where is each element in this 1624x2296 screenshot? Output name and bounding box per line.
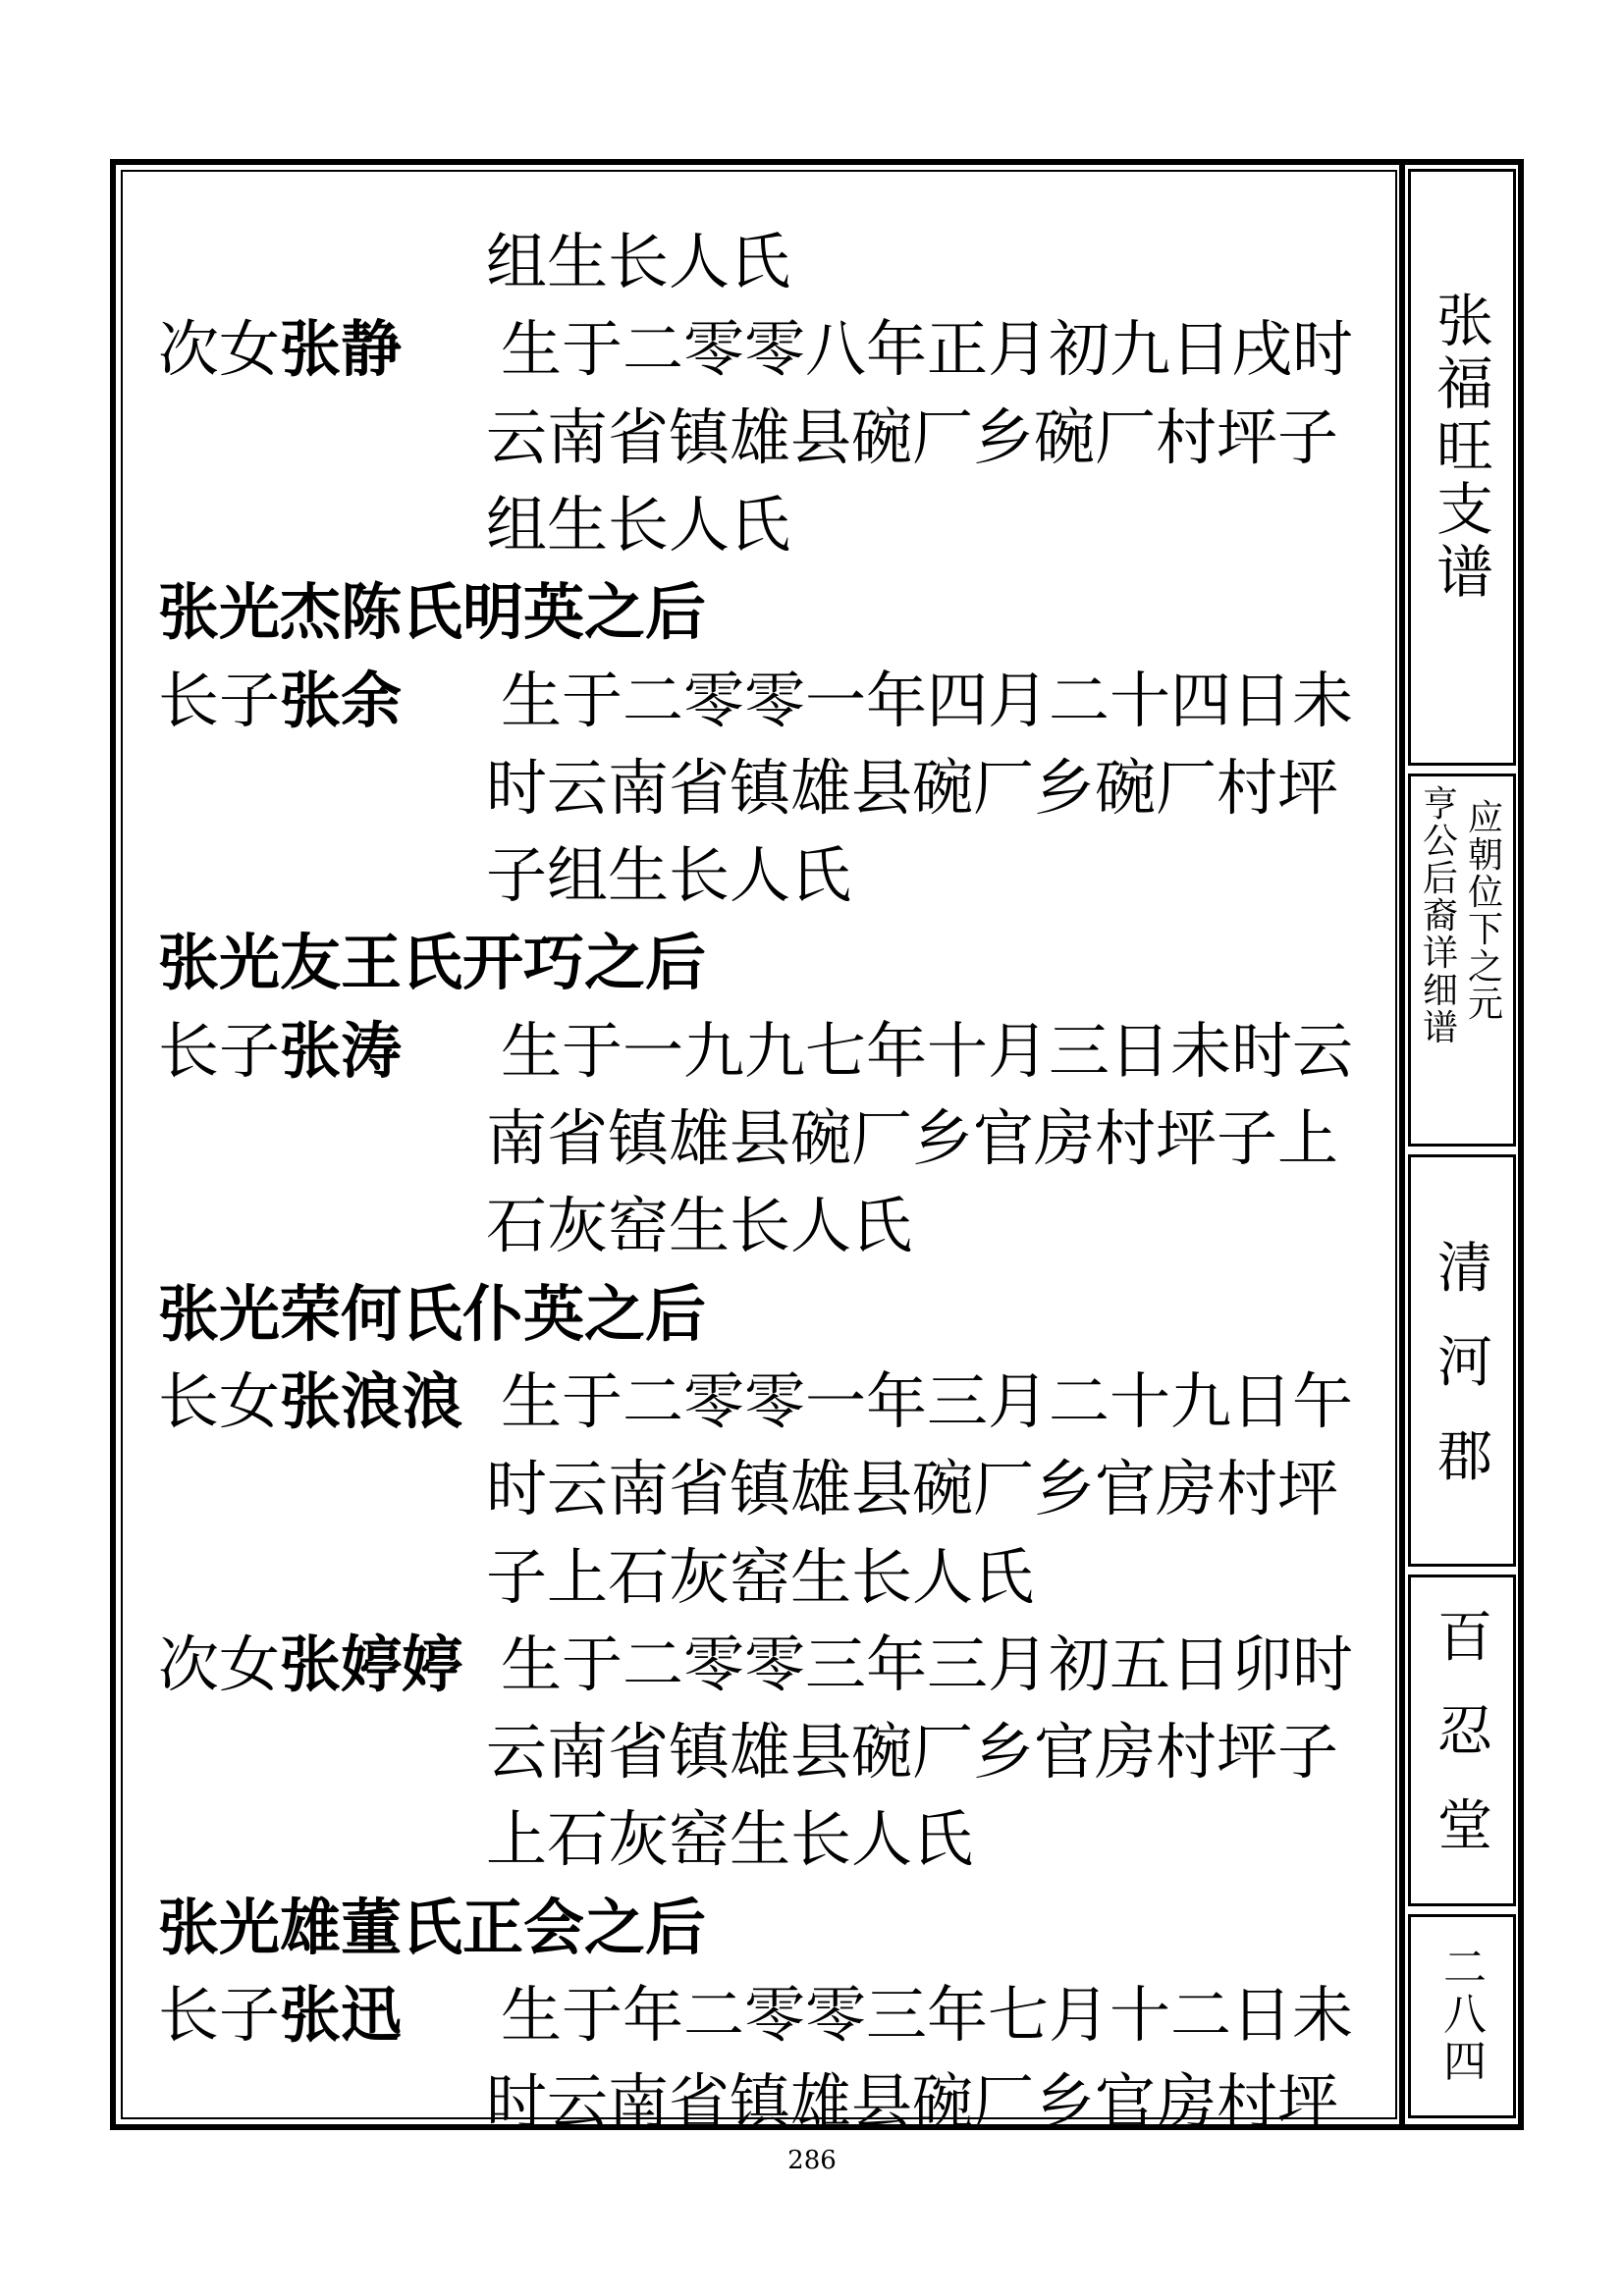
sidebar-page-number: [1411, 1945, 1519, 2086]
vertical-char: 谱: [1435, 539, 1493, 606]
branch-heading-text: 张光友王氏开巧之后: [158, 927, 707, 999]
sidebar-hall-box: [1408, 1575, 1516, 1906]
continuation-text: 组生长人氏: [486, 226, 791, 297]
vertical-char: 郡: [1437, 1425, 1492, 1489]
relation: 次女: [158, 313, 281, 386]
continuation-text: 时云南省镇雄县碗厂乡官房村坪: [486, 1453, 1339, 1525]
birth-record: 生于二零零一年三月二十九日午: [501, 1364, 1354, 1437]
vertical-char: 公: [1422, 822, 1458, 862]
sidebar-subtitle-right: [1464, 800, 1507, 1024]
vertical-char: 二: [1443, 1943, 1487, 1993]
vertical-char: 朝: [1467, 835, 1503, 876]
person-entry: [121, 1622, 1397, 1708]
vertical-char: 旺: [1435, 413, 1493, 480]
continuation-line: [121, 1709, 1397, 1795]
person-label: [158, 1622, 462, 1708]
continuation-text: 子上石灰窑生长人氏: [486, 1540, 1035, 1613]
continuation-line: [121, 1796, 1397, 1883]
vertical-char: 支: [1435, 476, 1493, 543]
branch-heading: [121, 569, 1397, 656]
sidebar-subtitle-box: [1408, 774, 1516, 1147]
continuation-text: 子组生长人氏: [486, 839, 852, 912]
continuation-text: 组生长人氏: [486, 488, 791, 561]
continuation-line: [121, 395, 1397, 481]
sidebar-title: [1411, 290, 1519, 604]
sidebar-title-box: [1408, 169, 1516, 766]
vertical-char: 百: [1437, 1606, 1492, 1670]
relation: 次女: [158, 1628, 281, 1700]
sidebar-page-box: [1408, 1914, 1516, 2118]
branch-heading: [121, 1885, 1397, 1971]
continuation-text: 云南省镇雄县碗厂乡碗厂村坪子: [486, 400, 1339, 473]
relation: 长子: [158, 1979, 281, 2051]
relation: 长女: [158, 1364, 281, 1437]
vertical-char: 堂: [1437, 1794, 1492, 1858]
vertical-char: 四: [1443, 2037, 1487, 2087]
vertical-char: 之: [1467, 947, 1503, 988]
branch-heading: [121, 920, 1397, 1006]
continuation-line: [121, 1183, 1397, 1269]
vertical-char: 亨: [1422, 784, 1458, 825]
sidebar-region: [1411, 1222, 1519, 1505]
person-name: 张迅: [280, 1979, 403, 2051]
birth-record: 生于年二零零三年七月十二日未: [501, 1979, 1354, 2051]
continuation-text: 时云南省镇雄县碗厂乡碗厂村坪: [486, 751, 1339, 824]
continuation-line: [121, 1095, 1397, 1182]
vertical-char: 张: [1435, 288, 1493, 354]
continuation-text: 上石灰窑生长人氏: [486, 1803, 974, 1876]
person-label: [158, 1008, 402, 1095]
continuation-line: [121, 2059, 1397, 2146]
column-divider: [1399, 165, 1405, 2124]
continuation-line: [121, 482, 1397, 568]
vertical-char: 细: [1422, 971, 1458, 1011]
birth-record: 生于二零零八年正月初九日戌时: [501, 313, 1354, 386]
continuation-line: [121, 1446, 1397, 1532]
branch-heading: [121, 1271, 1397, 1358]
page-number: 286: [787, 2146, 837, 2175]
vertical-char: 下: [1467, 910, 1503, 950]
person-label: [158, 1359, 462, 1445]
person-entry: [121, 1359, 1397, 1445]
person-label: [158, 658, 402, 744]
sidebar-region-box: [1408, 1154, 1516, 1567]
sidebar-subtitle-left: [1419, 786, 1462, 1047]
person-name: 张静: [280, 313, 403, 386]
continuation-line: [121, 219, 1397, 305]
person-name: 张浪浪: [280, 1364, 463, 1437]
branch-heading-text: 张光杰陈氏明英之后: [158, 576, 707, 649]
continuation-text: 石灰窑生长人氏: [486, 1190, 913, 1262]
continuation-line: [121, 1534, 1397, 1621]
birth-record: 生于二零零三年三月初五日卯时: [501, 1628, 1354, 1700]
person-entry: [121, 306, 1397, 393]
relation: 长子: [158, 664, 281, 736]
person-entry: [121, 1972, 1397, 2058]
vertical-char: 清: [1437, 1237, 1492, 1301]
continuation-line: [121, 745, 1397, 831]
person-entry: [121, 1008, 1397, 1095]
vertical-char: 河: [1437, 1331, 1492, 1395]
vertical-char: 裔: [1422, 896, 1458, 936]
person-name: 张余: [280, 664, 403, 736]
continuation-text: 时云南省镇雄县碗厂乡官房村坪: [486, 2066, 1339, 2139]
vertical-char: 元: [1467, 985, 1503, 1025]
vertical-char: 位: [1467, 873, 1503, 913]
branch-heading-text: 张光荣何氏仆英之后: [158, 1277, 707, 1350]
vertical-char: 详: [1422, 934, 1458, 974]
branch-heading-text: 张光雄董氏正会之后: [158, 1891, 707, 1963]
person-label: [158, 306, 402, 393]
person-name: 张婷婷: [280, 1628, 463, 1700]
person-label: [158, 1972, 402, 2058]
vertical-char: 八: [1443, 1990, 1487, 2040]
vertical-char: 应: [1467, 798, 1503, 838]
vertical-char: 忍: [1437, 1700, 1492, 1764]
birth-record: 生于一九九七年十月三日未时云: [501, 1014, 1354, 1087]
continuation-text: 云南省镇雄县碗厂乡官房村坪子: [486, 1716, 1339, 1789]
vertical-char: 福: [1435, 350, 1493, 417]
relation: 长子: [158, 1014, 281, 1087]
person-entry: [121, 658, 1397, 744]
birth-record: 生于二零零一年四月二十四日未: [501, 664, 1354, 736]
genealogy-text: [121, 170, 1397, 2139]
sidebar-hall: [1411, 1591, 1519, 1874]
vertical-char: 谱: [1422, 1008, 1458, 1048]
continuation-line: [121, 832, 1397, 919]
continuation-text: 南省镇雄县碗厂乡官房村坪子上: [486, 1102, 1339, 1174]
vertical-char: 后: [1422, 859, 1458, 899]
person-name: 张涛: [280, 1014, 403, 1087]
